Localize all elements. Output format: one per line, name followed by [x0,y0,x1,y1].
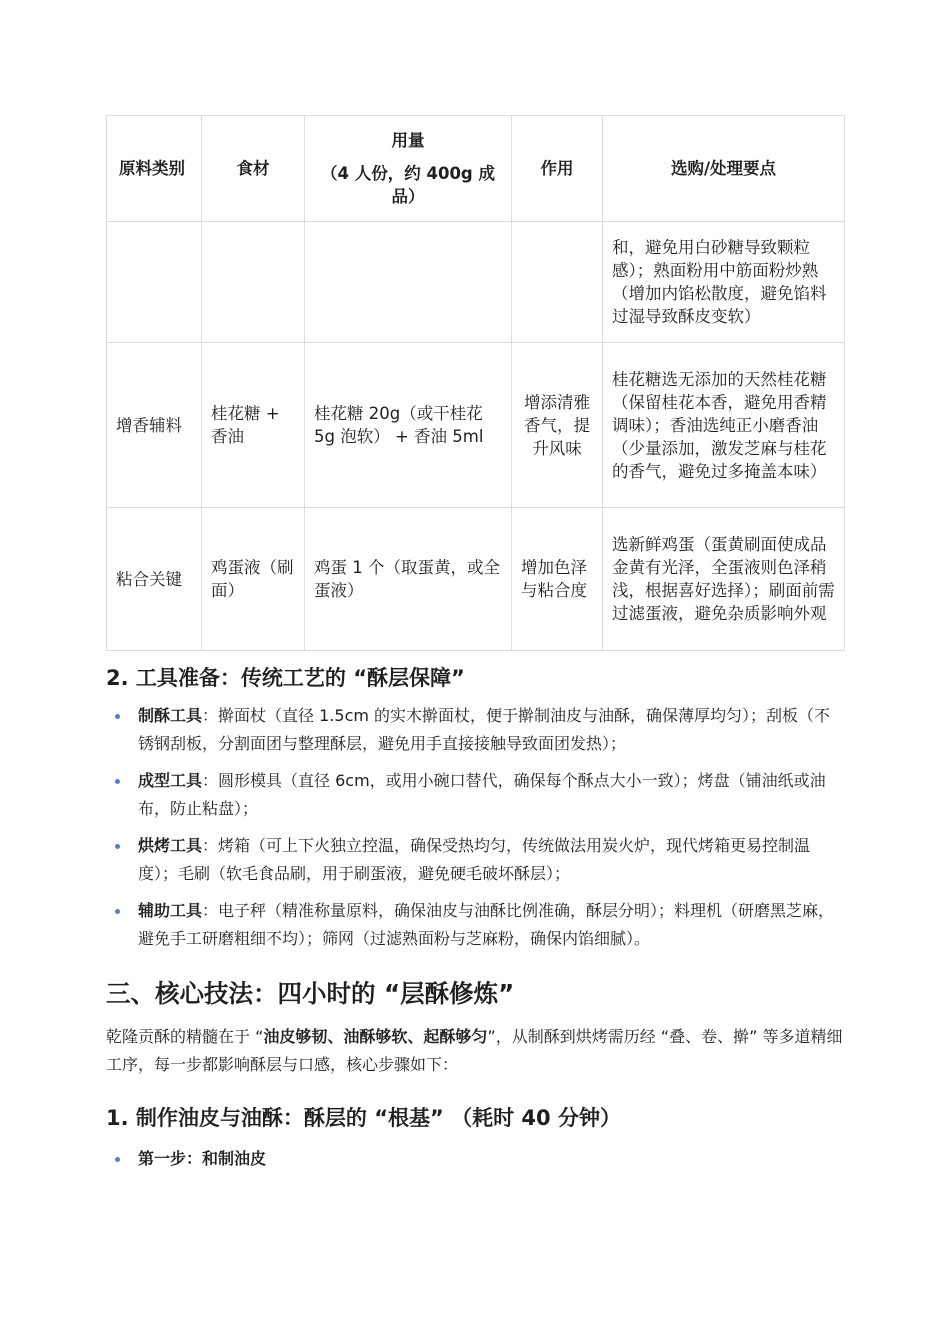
list-item [106,1145,844,1173]
cell-category [107,222,202,343]
tool-colon: ： [202,706,219,725]
header-role: 作用 [512,116,603,222]
cell-ingredient [202,222,305,343]
tool-colon: ： [202,901,219,920]
chapter-3-title: 三、核心技法：四小时的 “层酥修炼” [106,979,515,1008]
cell-quantity: 鸡蛋 1 个（取蛋黄，或全蛋液） [305,508,512,651]
tool-colon: ： [202,836,219,855]
header-tips: 选购/处理要点 [603,116,845,222]
intro-emphasis: 油皮够韧、油酥够软、起酥够匀 [263,1027,488,1046]
cell-tips: 和，避免用白砂糖导致颗粒感）；熟面粉用中筋面粉炒熟（增加内馅松散度，避免馅料过湿导致酥皮变软） [603,222,845,343]
table-row [107,508,845,651]
tool-label: 成型工具 [138,771,203,790]
tool-label: 辅助工具 [138,901,203,920]
bullet-icon [115,1157,120,1162]
table-header-row [107,116,845,222]
header-quantity [305,116,512,222]
list-item [106,767,844,823]
cell-ingredient: 桂花糖 + 香油 [202,343,305,508]
tool-text: 电子秤（精准称量原料，确保油皮与油酥比例准确，酥层分明）；料理机（研磨黑芝麻，避免手工研磨粗细不均）；筛网（过滤熟面粉与芝麻粉，确保内馅细腻）。 [138,901,835,948]
header-quantity-title: 用量 [391,131,425,150]
header-category: 原料类别 [107,116,202,222]
cell-quantity: 桂花糖 20g（或干桂花 5g 泡软） + 香油 5ml [305,343,512,508]
intro-text-before: 乾隆贡酥的精髓在于 “ [106,1027,264,1046]
step-list [106,1145,844,1173]
tools-list [106,702,844,953]
cell-quantity [305,222,512,343]
bullet-icon [115,909,120,914]
document-page [106,115,844,1173]
tool-label: 烘烤工具 [138,836,203,855]
table-row [107,222,845,343]
ingredients-table [106,115,845,651]
tool-text: 圆形模具（直径 6cm，或用小碗口替代，确保每个酥点大小一致）；烤盘（铺油纸或油布，防止粘盘）； [138,771,826,818]
list-item [106,702,844,758]
cell-role: 增加色泽与粘合度 [512,508,603,651]
tool-text: 擀面杖（直径 1.5cm 的实木擀面杖，便于擀制油皮与油酥，确保薄厚均匀）；刮板（不锈钢刮板，分割面团与整理酥层，避免用手直接接触导致面团发热）； [138,706,831,753]
step-label: 第一步：和制油皮 [138,1149,267,1168]
list-item [106,897,844,953]
header-quantity-note: （4 人份，约 400g 成品） [321,164,495,206]
tool-colon: ： [202,771,219,790]
cell-category: 粘合关键 [107,508,202,651]
header-ingredient: 食材 [202,116,305,222]
intro-text-after: ”，从制酥到烘烤需历经 “叠、卷、擀” 等多道精细工序，每一步都影响酥层与口感，核心步骤如下： [106,1027,843,1074]
chapter-3-intro [106,1023,844,1079]
cell-role: 增添清雅香气，提升风味 [512,343,603,508]
cell-role [512,222,603,343]
cell-tips: 桂花糖选无添加的天然桂花糖（保留桂花本香，避免用香精调味）；香油选纯正小磨香油（少量添加，激发芝麻与桂花的香气，避免过多掩盖本味） [603,343,845,508]
table-row [107,343,845,508]
cell-tips: 选新鲜鸡蛋（蛋黄刷面使成品金黄有光泽，全蛋液则色泽稍浅，根据喜好选择）；刷面前需过滤蛋液，避免杂质影响外观 [603,508,845,651]
tool-label: 制酥工具 [138,706,203,725]
bullet-icon [115,714,120,719]
bullet-icon [115,779,120,784]
cell-ingredient: 鸡蛋液（刷面） [202,508,305,651]
tool-text: 烤箱（可上下火独立控温，确保受热均匀，传统做法用炭火炉，现代烤箱更易控制温度）；毛刷（软毛食品刷，用于刷蛋液，避免硬毛破坏酥层）； [138,836,811,883]
list-item [106,832,844,888]
bullet-icon [115,844,120,849]
tools-section-title: 2. 工具准备：传统工艺的 “酥层保障” [106,666,465,690]
cell-category: 增香辅料 [107,343,202,508]
step1-section-title: 1. 制作油皮与油酥：酥层的 “根基” （耗时 40 分钟） [106,1106,621,1130]
